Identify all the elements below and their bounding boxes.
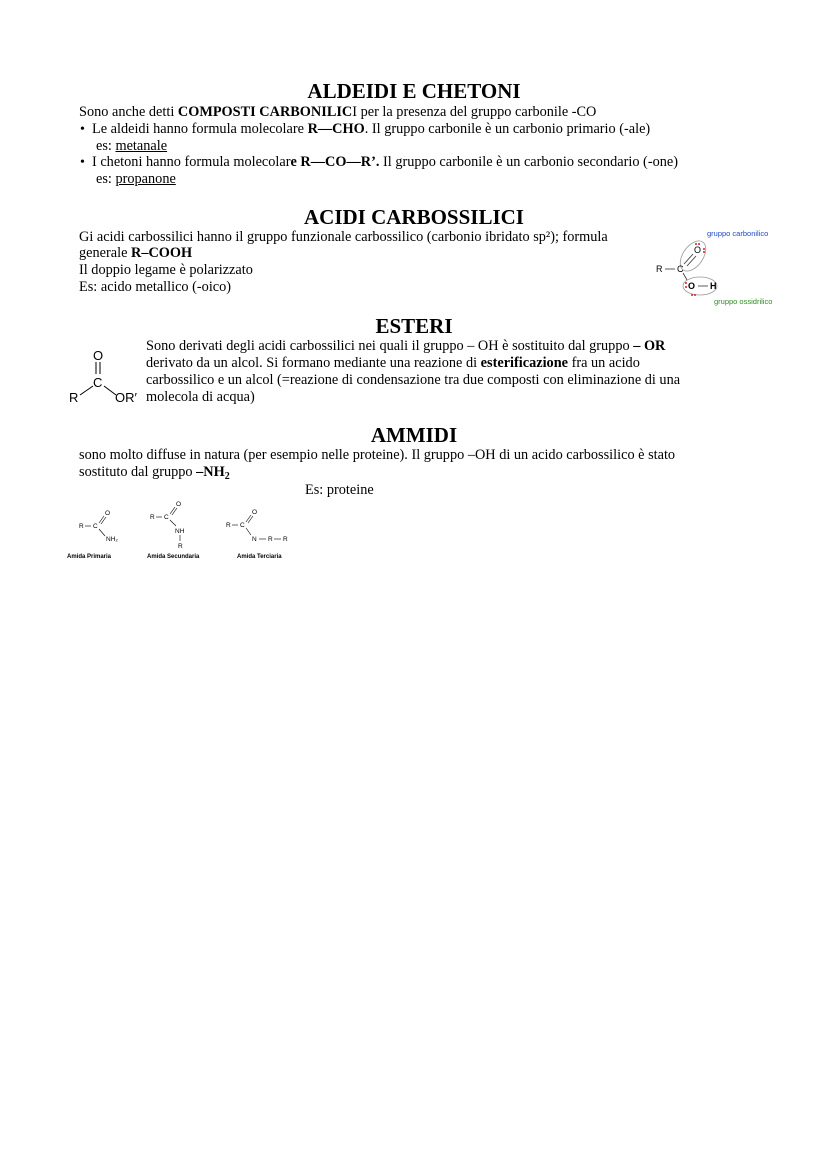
hydroxyl-oxygen: O <box>688 281 696 291</box>
amide-primary <box>67 510 118 560</box>
svg-text:C: C <box>240 522 245 529</box>
aldeidi-title: ALDEIDI E CHETONI <box>307 79 521 103</box>
aldeidi-example-2: es: propanone <box>96 171 176 187</box>
esteri-line-4: molecola di acqua) <box>146 389 255 405</box>
hydroxyl-group-label: gruppo ossidrilico <box>714 297 773 306</box>
svg-text:O: O <box>176 501 182 508</box>
ester-oxygen: O <box>93 348 104 363</box>
acidi-line-3: Il doppio legame è polarizzato <box>79 262 253 278</box>
esteri-line-1: Sono derivati degli acidi carbossilici nei quali il gruppo – OH è sostituito dal gruppo – OR <box>146 338 666 354</box>
carbonyl-oxygen: O <box>694 245 702 255</box>
svg-text:NH₂: NH₂ <box>106 536 118 543</box>
svg-text:C: C <box>93 523 98 530</box>
svg-text:R: R <box>150 514 155 521</box>
svg-text:N: N <box>252 536 257 543</box>
hydrogen-atom: H <box>710 281 717 291</box>
amide-tertiary <box>226 509 288 560</box>
aldeidi-bullet-2: I chetoni hanno formula molecolare R—CO—R’. Il gruppo carbonile è un carbonio secondario (-one) <box>92 154 678 170</box>
carboxyl-group-diagram <box>650 226 785 310</box>
esteri-line-3: carbossilico e un alcol (=reazione di condensazione tra due composti con eliminazione di una <box>146 372 681 388</box>
aldeidi-bullet-1: Le aldeidi hanno formula molecolare R—CHO. Il gruppo carbonile è un carbonio primario (-ale) <box>92 121 651 137</box>
ammidi-title: AMMIDI <box>370 423 458 447</box>
bullet-marker: • <box>80 155 85 170</box>
svg-text:C: C <box>164 514 169 521</box>
esteri-line-2: derivato da un alcol. Si formano mediante una reazione di esterificazione fra un acido <box>146 355 640 371</box>
amide-primary-caption: Amida Primaria <box>67 554 112 560</box>
bullet-marker: • <box>80 122 85 137</box>
propanone-link[interactable]: propanone <box>115 171 176 187</box>
amide-secondary <box>147 501 200 560</box>
svg-text:R: R <box>268 536 273 543</box>
svg-text:R: R <box>178 543 183 550</box>
svg-text:O: O <box>105 510 111 517</box>
metanale-link[interactable]: metanale <box>115 138 168 154</box>
ammidi-line-1: sono molto diffuse in natura (per esempio nelle proteine). Il gruppo –OH di un acido carbossilico è stato <box>79 447 676 463</box>
acidi-line-4: Es: acido metallico (-oico) <box>79 279 232 295</box>
svg-text:R: R <box>79 523 84 530</box>
carbon-atom: C <box>677 264 684 274</box>
amide-secondary-caption: Amida Secundaria <box>147 554 200 560</box>
ester-r-group: R <box>69 390 79 405</box>
svg-text:R: R <box>226 522 231 529</box>
ammidi-example: Es: proteine <box>305 482 374 498</box>
svg-text:O: O <box>252 509 258 516</box>
ester-carbon: C <box>93 375 103 390</box>
aldeidi-example-1: es: metanale <box>96 138 168 154</box>
svg-text:NH: NH <box>175 528 185 535</box>
ammidi-line-2: sostituto dal gruppo $-NH_2$ <box>79 464 230 482</box>
ester-or-group: OR′ <box>115 390 137 405</box>
esteri-title: ESTERI <box>375 314 453 338</box>
acidi-line-2: generale R–COOH <box>79 245 193 261</box>
amide-structures <box>62 496 300 564</box>
ester-structure <box>66 344 148 406</box>
acidi-title: ACIDI CARBOSSILICI <box>304 205 524 229</box>
aldeidi-intro: Sono anche detti COMPOSTI CARBONILICI per la presenza del gruppo carbonile -CO <box>79 104 597 120</box>
svg-text:R: R <box>283 536 288 543</box>
acidi-line-1: Gi acidi carbossilici hanno il gruppo funzionale carbossilico (carbonio ibridato sp²); formula <box>79 229 608 245</box>
r-group: R <box>656 264 663 274</box>
amide-tertiary-caption: Amida Terciaria <box>237 554 282 560</box>
carbonyl-group-label: gruppo carbonilico <box>707 229 769 238</box>
